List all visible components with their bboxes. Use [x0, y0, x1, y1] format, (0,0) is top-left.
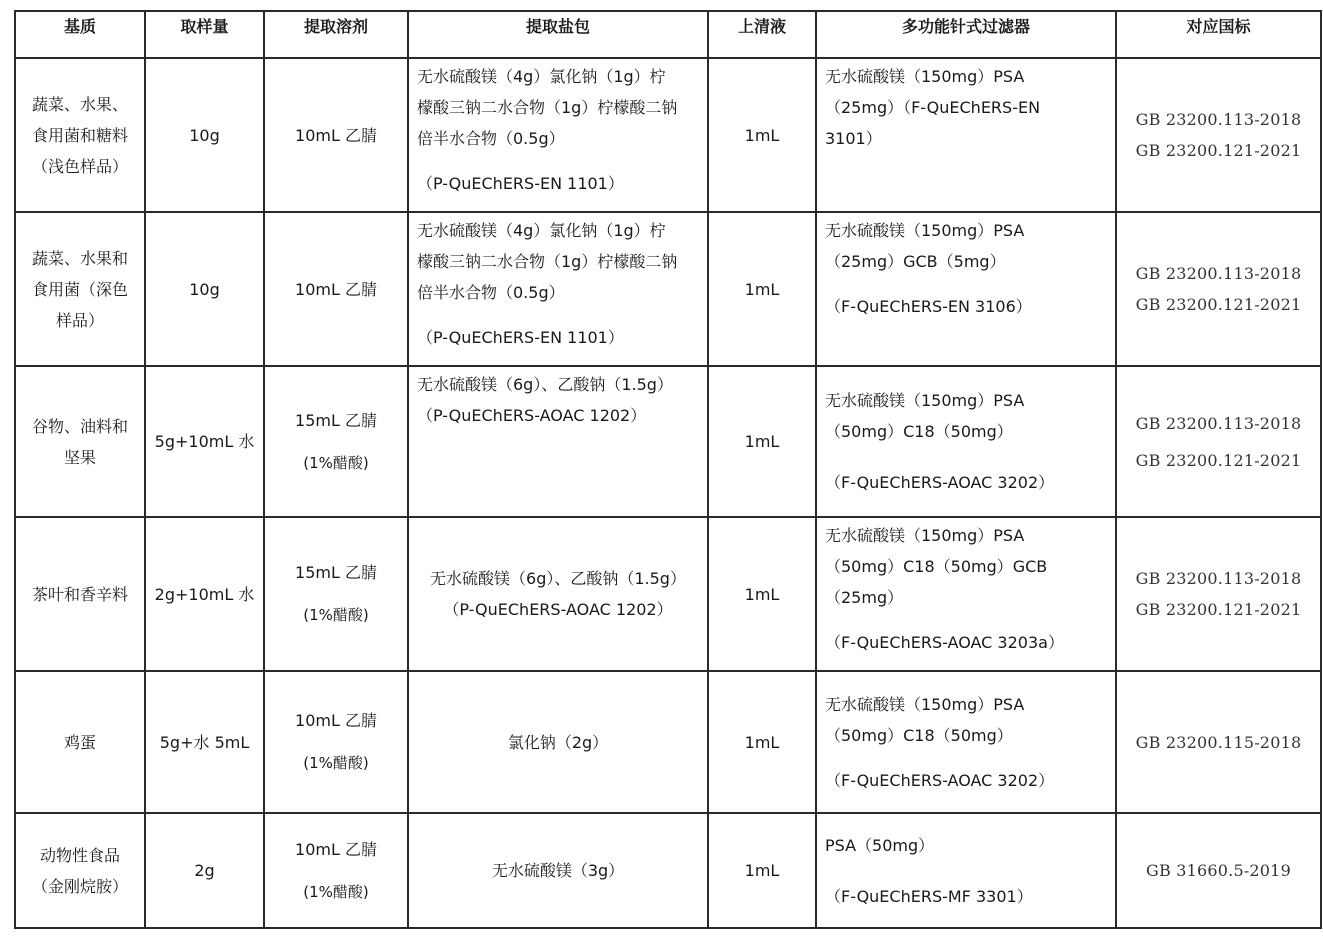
standard-cell [1116, 517, 1321, 671]
matrix-line: 茶叶和香辛料 [31, 584, 128, 604]
solvent-line: 15mL 乙腈 [295, 410, 377, 430]
filter-line: 无水硫酸镁（150mg）PSA [825, 67, 1025, 86]
solvent-line: 10mL 乙腈 [295, 711, 377, 730]
standard-code: GB 23200.113-2018 [1135, 413, 1302, 433]
salt-pack-line: 无水硫酸镁（6g）、乙酸钠（1.5g） [430, 569, 686, 588]
matrix-cell [15, 58, 145, 212]
filter-cell [816, 212, 1116, 366]
filter-line: 3101） [825, 129, 882, 148]
salt-pack-product-code: （P-QuEChERS-EN 1101） [417, 174, 624, 193]
solvent-line: 15mL 乙腈 [295, 563, 377, 582]
filter-cell [816, 813, 1116, 928]
header-salt-pack: 提取盐包 [408, 11, 708, 58]
header-matrix: 基质 [15, 11, 145, 58]
filter-cell [816, 517, 1116, 671]
filter-cell [816, 671, 1116, 813]
salt-pack-line: 倍半水合物（0.5g） [417, 283, 565, 302]
matrix-line: 样品） [55, 310, 104, 330]
supernatant-cell: 1mL [708, 671, 816, 813]
filter-product-code: （F-QuEChERS-MF 3301） [825, 886, 1033, 906]
standard-code: GB 23200.113-2018 [1135, 264, 1302, 283]
solvent-cell [264, 671, 408, 813]
standard-code: GB 23200.113-2018 [1135, 110, 1302, 129]
matrix-cell [15, 366, 145, 517]
table-row [15, 517, 1321, 671]
salt-pack-line: 氯化钠（2g） [507, 732, 609, 752]
table-row [15, 366, 1321, 517]
salt-pack-cell [408, 671, 708, 813]
matrix-line: 食用菌和糖料 [31, 125, 128, 145]
header-syringe-filter: 多功能针式过滤器 [816, 11, 1116, 58]
sample-amount-cell: 2g+10mL 水 [145, 517, 264, 671]
matrix-line: 蔬菜、水果、 [31, 94, 128, 114]
salt-pack-product-code: （P-QuEChERS-AOAC 1202） [443, 600, 673, 619]
salt-pack-cell [408, 58, 708, 212]
matrix-line: 谷物、油料和 [31, 416, 128, 436]
matrix-line: （金刚烷胺） [31, 876, 128, 896]
filter-line: （50mg）C18（50mg） [825, 725, 1013, 745]
sample-amount-cell: 5g+水 5mL [145, 671, 264, 813]
standard-code: GB 23200.121-2021 [1135, 295, 1302, 314]
standard-cell [1116, 813, 1321, 928]
solvent-line: 10mL 乙腈 [295, 279, 377, 299]
solvent-cell [264, 813, 408, 928]
matrix-cell [15, 517, 145, 671]
solvent-cell [264, 517, 408, 671]
matrix-line: 食用菌（深色 [31, 279, 128, 299]
sample-amount-cell: 2g [145, 813, 264, 928]
table-row [15, 212, 1321, 366]
table-row [15, 671, 1321, 813]
solvent-line: 10mL 乙腈 [295, 839, 377, 859]
standard-cell [1116, 212, 1321, 366]
standard-cell [1116, 366, 1321, 517]
salt-pack-line: 倍半水合物（0.5g） [417, 129, 565, 148]
standard-code: GB 23200.115-2018 [1135, 732, 1302, 752]
filter-line: （25mg） [825, 588, 904, 607]
solvent-additive: (1%醋酸) [303, 453, 369, 472]
salt-pack-product-code: （P-QuEChERS-AOAC 1202） [417, 406, 647, 425]
matrix-line: 动物性食品 [39, 845, 120, 865]
solvent-line: 10mL 乙腈 [295, 125, 377, 145]
filter-line: 无水硫酸镁（150mg）PSA [825, 694, 1025, 714]
salt-pack-cell [408, 813, 708, 928]
solvent-additive: (1%醋酸) [303, 754, 369, 772]
header-sample-amount: 取样量 [145, 11, 264, 58]
solvent-cell [264, 58, 408, 212]
supernatant-cell: 1mL [708, 517, 816, 671]
sample-amount-cell: 10g [145, 58, 264, 212]
filter-line: 无水硫酸镁（150mg）PSA [825, 526, 1025, 545]
filter-cell [816, 58, 1116, 212]
matrix-cell [15, 813, 145, 928]
matrix-cell [15, 212, 145, 366]
matrix-line: 坚果 [63, 447, 96, 467]
supernatant-cell: 1mL [708, 58, 816, 212]
header-supernatant: 上清液 [708, 11, 816, 58]
sample-amount-cell: 10g [145, 212, 264, 366]
solvent-cell [264, 366, 408, 517]
salt-pack-line: 无水硫酸镁（4g）氯化钠（1g）柠 [417, 67, 666, 86]
filter-line: （25mg）（F-QuEChERS-EN [825, 98, 1041, 117]
supernatant-cell: 1mL [708, 813, 816, 928]
salt-pack-cell [408, 212, 708, 366]
standard-cell [1116, 58, 1321, 212]
solvent-additive: (1%醋酸) [303, 606, 369, 624]
salt-pack-line: 檬酸三钠二水合物（1g）柠檬酸二钠 [417, 98, 678, 117]
salt-pack-product-code: （P-QuEChERS-EN 1101） [417, 328, 624, 347]
supernatant-cell: 1mL [708, 366, 816, 517]
salt-pack-line: 檬酸三钠二水合物（1g）柠檬酸二钠 [417, 252, 678, 271]
filter-line: （50mg）C18（50mg） [825, 422, 1013, 441]
table-row [15, 58, 1321, 212]
filter-product-code: （F-QuEChERS-EN 3106） [825, 297, 1032, 316]
header-extraction-solvent: 提取溶剂 [264, 11, 408, 58]
standard-code: GB 23200.121-2021 [1135, 141, 1302, 160]
table-row [15, 813, 1321, 928]
quechers-method-table [14, 10, 1322, 929]
supernatant-cell: 1mL [708, 212, 816, 366]
salt-pack-line: 无水硫酸镁（3g） [491, 861, 625, 880]
filter-product-code: （F-QuEChERS-AOAC 3202） [825, 473, 1055, 492]
filter-cell [816, 366, 1116, 517]
filter-line: 无水硫酸镁（150mg）PSA [825, 221, 1025, 240]
filter-product-code: （F-QuEChERS-AOAC 3203a） [825, 633, 1064, 652]
matrix-line: 蔬菜、水果和 [31, 248, 128, 268]
solvent-additive: (1%醋酸) [303, 882, 369, 901]
salt-pack-line: 无水硫酸镁（6g）、乙酸钠（1.5g） [417, 375, 673, 394]
filter-line: （25mg）GCB（5mg） [825, 252, 1006, 271]
header-row [15, 11, 1321, 58]
solvent-cell [264, 212, 408, 366]
salt-pack-cell [408, 366, 708, 517]
standard-code: GB 23200.113-2018 [1135, 569, 1302, 588]
matrix-cell [15, 671, 145, 813]
header-national-standard: 对应国标 [1116, 11, 1321, 58]
filter-product-code: （F-QuEChERS-AOAC 3202） [825, 770, 1055, 790]
matrix-line: （浅色样品） [31, 156, 128, 176]
filter-line: 无水硫酸镁（150mg）PSA [825, 391, 1025, 410]
standard-code: GB 23200.121-2021 [1135, 600, 1302, 619]
salt-pack-line: 无水硫酸镁（4g）氯化钠（1g）柠 [417, 221, 666, 240]
filter-line: PSA（50mg） [825, 835, 935, 855]
standard-code: GB 23200.121-2021 [1135, 450, 1302, 470]
standard-code: GB 31660.5-2019 [1146, 861, 1291, 880]
filter-line: （50mg）C18（50mg）GCB [825, 557, 1048, 576]
matrix-line: 鸡蛋 [63, 732, 96, 752]
salt-pack-cell [408, 517, 708, 671]
sample-amount-cell: 5g+10mL 水 [145, 366, 264, 517]
standard-cell [1116, 671, 1321, 813]
